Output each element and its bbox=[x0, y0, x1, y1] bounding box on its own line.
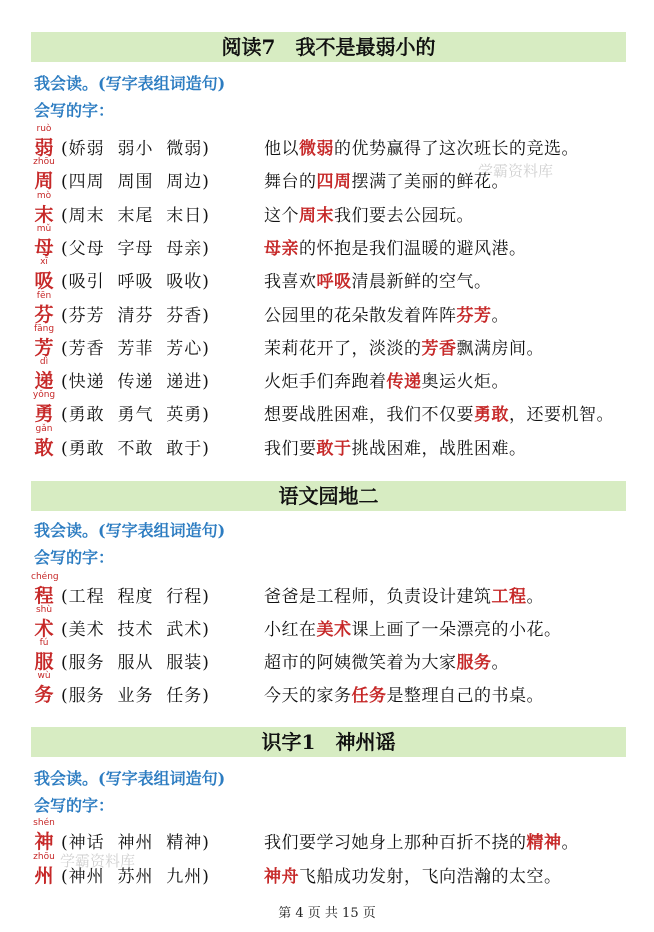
example-sentence bbox=[264, 681, 544, 706]
sentence-prefix: 他以 bbox=[264, 139, 299, 159]
word-group: (吸引 呼吸 吸收) bbox=[61, 272, 210, 293]
character: 递 bbox=[34, 370, 54, 393]
section-title-banner: 识字1 神州谣 bbox=[31, 727, 626, 757]
write-prompt: 会写的字： bbox=[34, 796, 115, 815]
word-group: (周末 末尾 末日) bbox=[61, 205, 210, 226]
word-group: (快递 传递 递进) bbox=[61, 372, 210, 393]
pinyin: xī bbox=[40, 257, 48, 268]
sentence-suffix: 。 bbox=[561, 833, 579, 853]
example-sentence bbox=[264, 615, 562, 640]
word-group: (美术 技术 武术) bbox=[61, 620, 210, 640]
sentence-prefix: 想要战胜困难，我们不仅要 bbox=[264, 405, 474, 426]
write-prompt: 会写的字： bbox=[34, 101, 115, 120]
char-row bbox=[31, 357, 631, 393]
char-row bbox=[31, 390, 631, 426]
example-sentence bbox=[264, 334, 544, 359]
character: 程 bbox=[34, 585, 54, 607]
sentence-prefix: 小红在 bbox=[264, 620, 317, 640]
pinyin: zhōu bbox=[33, 157, 55, 168]
word-group: (工程 程度 行程) bbox=[61, 587, 210, 607]
sentence-suffix: 的怀抱是我们温暖的避风港。 bbox=[299, 238, 527, 259]
section-title-banner: 阅读7 我不是最弱小的 bbox=[31, 32, 626, 62]
example-sentence bbox=[264, 301, 509, 326]
sentence-prefix: 我们要 bbox=[264, 438, 317, 459]
pinyin: wù bbox=[37, 671, 51, 681]
sentence-suffix: 我们要去公园玩。 bbox=[334, 205, 474, 226]
sentence-suffix: 摆满了美丽的鲜花。 bbox=[351, 172, 509, 193]
character: 务 bbox=[34, 684, 54, 706]
word-group: (芬芳 清芬 芬香) bbox=[61, 305, 210, 326]
sentence-prefix: 爸爸是工程师，负责设计建筑 bbox=[264, 587, 492, 607]
pinyin: gǎn bbox=[35, 423, 53, 434]
section-title-banner: 语文园地二 bbox=[31, 481, 626, 511]
char-row bbox=[31, 638, 631, 671]
pinyin: shù bbox=[35, 605, 53, 615]
word-group: (神州 苏州 九州) bbox=[61, 866, 210, 887]
sentence-prefix: 我们要学习她身上那种百折不挠的 bbox=[264, 833, 527, 853]
read-prompt: 我会读。(写字表组词造句) bbox=[34, 769, 226, 788]
highlight-word: 微弱 bbox=[299, 139, 334, 159]
sentence-prefix: 这个 bbox=[264, 205, 299, 226]
highlight-word: 呼吸 bbox=[316, 272, 352, 293]
sentence-suffix: 。 bbox=[491, 305, 509, 326]
char-row bbox=[31, 191, 631, 224]
pinyin: yǒng bbox=[32, 390, 56, 401]
example-sentence bbox=[264, 201, 474, 226]
word-group: (勇敢 不敢 敢于) bbox=[61, 438, 210, 459]
character: 敢 bbox=[34, 436, 54, 459]
sentence-prefix: 我喜欢 bbox=[264, 272, 317, 293]
sentence-prefix: 火炬手们奔跑着 bbox=[264, 372, 387, 393]
write-prompt: 会写的字： bbox=[34, 548, 115, 567]
example-sentence bbox=[264, 648, 509, 673]
pinyin: zhōu bbox=[33, 851, 55, 862]
pinyin: ruò bbox=[36, 124, 52, 134]
read-prompt: 我会读。(写字表组词造句) bbox=[34, 521, 226, 540]
char-row bbox=[31, 224, 631, 257]
highlight-word: 传递 bbox=[386, 372, 422, 393]
example-sentence bbox=[264, 434, 527, 459]
character: 末 bbox=[34, 203, 54, 226]
sentence-suffix: 。 bbox=[526, 587, 544, 607]
highlight-word: 母亲 bbox=[264, 238, 299, 259]
highlight-word: 服务 bbox=[456, 653, 492, 673]
character: 神 bbox=[34, 831, 54, 853]
char-row bbox=[31, 572, 631, 605]
character: 术 bbox=[34, 618, 54, 640]
sentence-suffix: 挑战困难，战胜困难。 bbox=[351, 438, 527, 459]
highlight-word: 敢于 bbox=[316, 438, 352, 459]
page-footer: 第 4 页 共 15 页 bbox=[278, 906, 376, 921]
char-row bbox=[31, 671, 631, 704]
example-sentence bbox=[264, 234, 527, 259]
word-group: (四周 周围 周边) bbox=[61, 172, 210, 193]
word-group: (芳香 芳菲 芳心) bbox=[61, 338, 210, 359]
highlight-word: 任务 bbox=[351, 686, 387, 706]
pinyin: fēn bbox=[36, 290, 52, 301]
sentence-suffix: 。 bbox=[491, 653, 509, 673]
example-sentence bbox=[264, 367, 509, 392]
example-sentence bbox=[264, 400, 614, 425]
example-sentence bbox=[264, 134, 579, 159]
pinyin: fāng bbox=[33, 323, 55, 334]
example-sentence bbox=[264, 828, 579, 853]
highlight-word: 芳香 bbox=[421, 338, 457, 359]
word-group: (服务 业务 任务) bbox=[61, 686, 210, 706]
char-row bbox=[31, 124, 631, 157]
char-row bbox=[31, 291, 631, 324]
sentence-prefix: 今天的家务 bbox=[264, 686, 352, 706]
sentence-suffix: 奥运火炬。 bbox=[421, 372, 509, 393]
highlight-word: 工程 bbox=[491, 587, 527, 607]
highlight-word: 美术 bbox=[316, 620, 352, 640]
pinyin: dì bbox=[39, 357, 49, 368]
character: 州 bbox=[34, 864, 54, 887]
character: 服 bbox=[34, 651, 54, 673]
sentence-suffix: 的优势赢得了这次班长的竞选。 bbox=[334, 139, 579, 159]
word-group: (父母 字母 母亲) bbox=[61, 238, 210, 259]
word-group: (娇弱 弱小 微弱) bbox=[61, 139, 210, 159]
word-group: (神话 神州 精神) bbox=[61, 833, 210, 853]
char-row bbox=[31, 605, 631, 638]
highlight-word: 神舟 bbox=[264, 866, 299, 887]
character: 母 bbox=[34, 236, 54, 259]
highlight-word: 周末 bbox=[299, 205, 334, 226]
character: 周 bbox=[34, 170, 54, 193]
character: 芳 bbox=[34, 336, 54, 359]
highlight-word: 芬芳 bbox=[456, 305, 492, 326]
example-sentence bbox=[264, 167, 509, 192]
character: 芬 bbox=[34, 303, 54, 326]
sentence-prefix: 超市的阿姨微笑着为大家 bbox=[264, 653, 457, 673]
sentence-suffix: 清晨新鲜的空气。 bbox=[351, 272, 492, 293]
pinyin: chéng bbox=[31, 572, 59, 582]
word-group: (勇敢 勇气 英勇) bbox=[61, 405, 210, 426]
character: 弱 bbox=[34, 137, 54, 159]
character: 勇 bbox=[34, 403, 54, 426]
sentence-suffix: ，还要机智。 bbox=[509, 405, 614, 426]
sentence-prefix: 公园里的花朵散发着阵阵 bbox=[264, 305, 457, 326]
sentence-suffix: 是整理自己的书桌。 bbox=[386, 686, 544, 706]
read-prompt: 我会读。(写字表组词造句) bbox=[34, 74, 226, 93]
character: 吸 bbox=[34, 270, 54, 293]
example-sentence bbox=[264, 267, 492, 292]
highlight-word: 四周 bbox=[316, 172, 352, 193]
highlight-word: 精神 bbox=[526, 833, 562, 853]
watermark: 学霸资料库 bbox=[60, 852, 136, 870]
highlight-word: 勇敢 bbox=[474, 405, 509, 426]
pinyin: fú bbox=[39, 638, 49, 648]
sentence-prefix: 茉莉花开了，淡淡的 bbox=[264, 338, 422, 359]
sentence-suffix: 课上画了一朵漂亮的小花。 bbox=[351, 620, 562, 640]
pinyin: mǔ bbox=[36, 223, 52, 234]
watermark: 学霸资料库 bbox=[478, 162, 554, 180]
char-row bbox=[31, 818, 631, 851]
char-row bbox=[31, 257, 631, 293]
pinyin: shén bbox=[33, 818, 55, 828]
pinyin: mò bbox=[36, 190, 52, 201]
example-sentence bbox=[264, 862, 562, 887]
example-sentence bbox=[264, 582, 544, 607]
sentence-prefix: 舞台的 bbox=[264, 172, 317, 193]
char-row bbox=[31, 424, 631, 457]
sentence-suffix: 飞船成功发射，飞向浩瀚的太空。 bbox=[299, 866, 562, 887]
word-group: (服务 服从 服装) bbox=[61, 653, 210, 673]
sentence-suffix: 飘满房间。 bbox=[456, 338, 544, 359]
char-row bbox=[31, 324, 631, 357]
